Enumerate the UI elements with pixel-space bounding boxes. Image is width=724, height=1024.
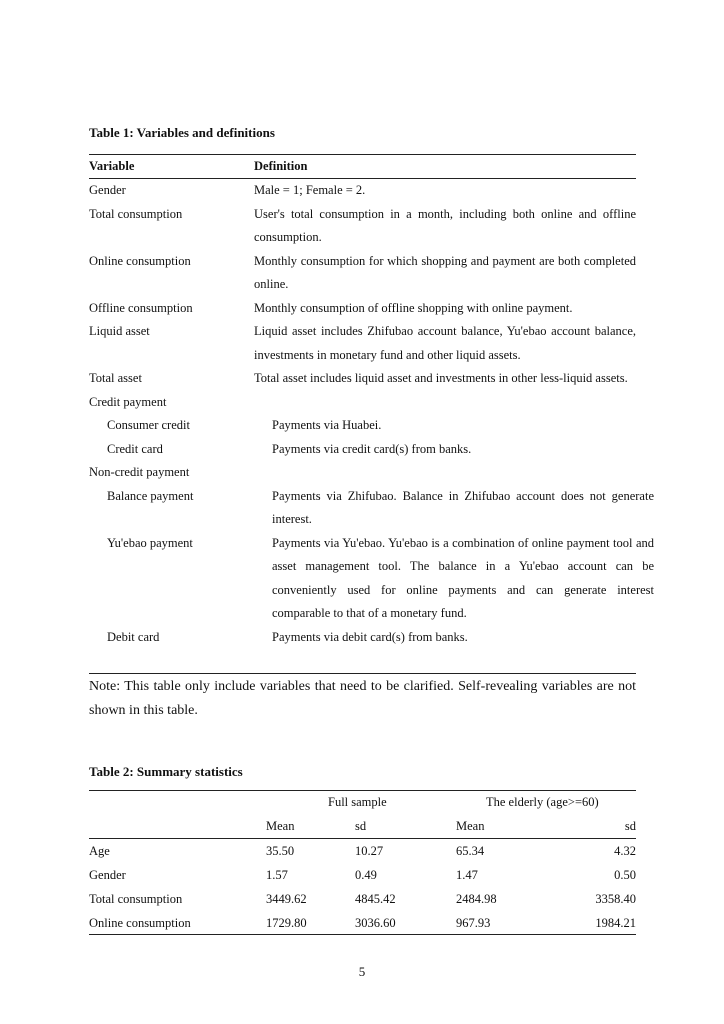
variable-cell: Online consumption <box>89 253 191 268</box>
definition-cell: Payments via Huabei. <box>272 418 382 432</box>
definition-cell: Payments via credit card(s) from banks. <box>272 441 472 456</box>
table1-header-variable: Variable <box>89 159 135 173</box>
value-cell: 35.50 <box>266 844 295 858</box>
table-row <box>89 414 636 438</box>
table-row <box>89 391 636 415</box>
value-cell: 2484.98 <box>456 892 497 906</box>
table2-group-header-row <box>89 790 636 814</box>
table-row <box>89 297 636 321</box>
definition-cell: Payments via Zhifubao. Balance in Zhifubao account does not generate interest. <box>272 488 654 526</box>
value-cell: 4845.42 <box>355 892 396 906</box>
definition-cell: Monthly consumption for which shopping and payment are both completed online. <box>254 253 636 291</box>
page-number: 5 <box>358 964 366 979</box>
group-header-elderly: The elderly (age>=60) <box>486 795 599 809</box>
value-cell: 10.27 <box>355 844 384 858</box>
definition-cell <box>254 461 636 485</box>
definition-cell: Payments via Yu'ebao. Yu'ebao is a combination of online payment tool and asset management tool. The balance in a Yu'ebao account can be conveniently used for online payments and can generate interest comparable to that of a monetary fund. <box>272 535 654 620</box>
value-cell: 1.57 <box>266 868 288 882</box>
table1-caption: Table 1: Variables and definitions <box>89 125 275 140</box>
variable-cell: Debit card <box>107 629 160 644</box>
table-row <box>89 438 636 462</box>
value-cell: 967.93 <box>456 916 491 930</box>
variable-cell: Non-credit payment <box>89 465 190 479</box>
row-label: Online consumption <box>89 916 191 930</box>
value-cell: 3449.62 <box>266 892 307 906</box>
variable-cell: Yu'ebao payment <box>107 535 193 550</box>
variable-cell: Credit payment <box>89 394 167 409</box>
definition-cell: Male = 1; Female = 2. <box>254 183 366 197</box>
definition-cell: Liquid asset includes Zhifubao account balance, Yu'ebao account balance, investments in monetary fund and other liquid assets. <box>254 324 636 362</box>
value-cell: 1.47 <box>456 868 478 882</box>
table1-header-definition: Definition <box>254 159 308 173</box>
table1-bottom-rule <box>89 673 636 674</box>
table-row <box>89 887 636 911</box>
table-row <box>89 367 636 391</box>
table-row <box>89 863 636 887</box>
variable-cell: Credit card <box>107 441 163 456</box>
table-row <box>89 203 636 250</box>
value-cell: 1984.21 <box>595 916 636 930</box>
table-row <box>89 461 636 485</box>
value-cell: 0.49 <box>355 868 377 882</box>
table1-note: Note: This table only include variables that need to be clarified. Self-revealing variables are not shown in this table. <box>89 679 636 718</box>
group-header-full-sample: Full sample <box>328 795 387 809</box>
table1 <box>89 155 654 649</box>
sub-header-sd: sd <box>355 819 367 833</box>
table-row <box>89 179 636 203</box>
definition-cell: User's total consumption in a month, including both online and offline consumption. <box>254 206 636 244</box>
row-label: Total consumption <box>89 892 183 906</box>
definition-cell: Monthly consumption of offline shopping with online payment. <box>254 300 573 315</box>
table2 <box>89 790 636 935</box>
variable-cell: Balance payment <box>107 488 194 503</box>
definition-cell <box>254 391 636 415</box>
table-row <box>89 532 654 626</box>
variable-cell: Total consumption <box>89 206 183 221</box>
sub-header-mean: Mean <box>456 819 485 833</box>
sub-header-mean: Mean <box>266 819 295 833</box>
variable-cell: Offline consumption <box>89 300 193 315</box>
value-cell: 0.50 <box>614 868 636 882</box>
variable-cell: Total asset <box>89 371 142 385</box>
value-cell: 3358.40 <box>595 892 636 906</box>
table-row <box>89 250 636 297</box>
row-label: Gender <box>89 868 126 882</box>
table1-header-row <box>89 155 636 178</box>
definition-cell: Total asset includes liquid asset and investments in other less-liquid assets. <box>254 371 628 385</box>
table-row <box>89 911 636 935</box>
value-cell: 3036.60 <box>355 916 396 930</box>
table-row <box>89 320 636 367</box>
variable-cell: Gender <box>89 183 126 197</box>
row-label: Age <box>89 844 110 858</box>
table2-caption: Table 2: Summary statistics <box>89 764 243 779</box>
value-cell: 65.34 <box>456 844 485 858</box>
definition-cell: Payments via debit card(s) from banks. <box>272 629 468 644</box>
sub-header-sd: sd <box>624 819 636 833</box>
value-cell: 1729.80 <box>266 916 307 930</box>
table2-sub-header-row <box>89 814 636 838</box>
variable-cell: Consumer credit <box>107 418 190 432</box>
variable-cell: Liquid asset <box>89 324 150 338</box>
value-cell: 4.32 <box>614 844 636 858</box>
table-row <box>89 485 654 532</box>
table-row <box>89 626 636 650</box>
table-row <box>89 839 636 863</box>
